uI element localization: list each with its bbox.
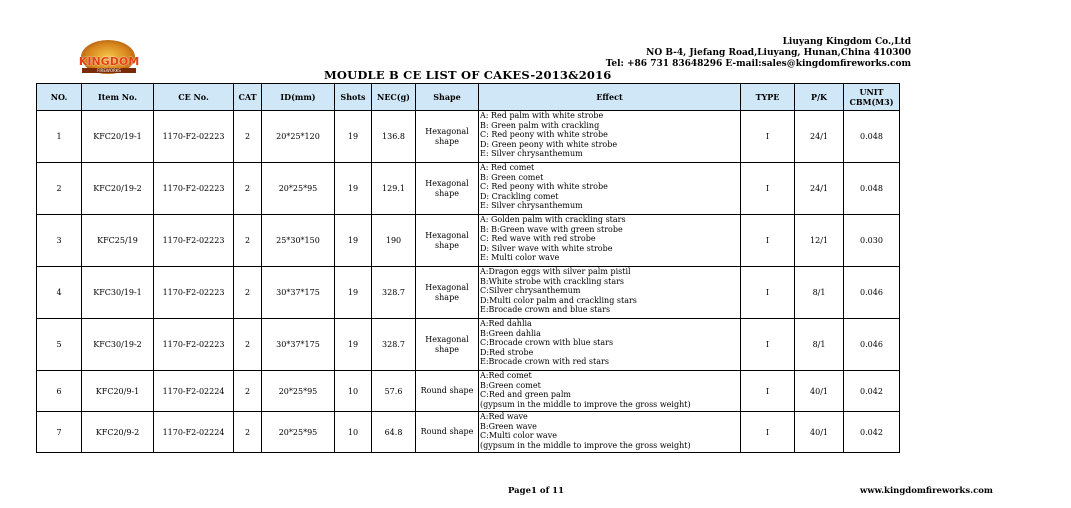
cell-nec: 129.1 xyxy=(372,163,416,215)
cell-effect xyxy=(479,163,741,215)
effect-line: E: Silver chrysanthemum xyxy=(480,149,583,159)
cell-type: I xyxy=(741,215,795,267)
company-address: NO B-4, Jiefang Road,Liuyang, Hunan,China 410300 xyxy=(646,48,911,58)
cell-no: 3 xyxy=(37,215,82,267)
effect-line: E: Multi color wave xyxy=(480,253,560,263)
effect-line: E:Brocade crown with red stars xyxy=(480,357,609,367)
cell-cbm: 0.046 xyxy=(844,267,900,319)
cell-ce: 1170-F2-02223 xyxy=(154,319,234,371)
cell-no: 1 xyxy=(37,111,82,163)
effect-line: E:Brocade crown and blue stars xyxy=(480,305,611,315)
cell-cat: 2 xyxy=(234,319,262,371)
effect-line: B:Green wave xyxy=(480,421,537,431)
table-row xyxy=(37,319,900,371)
page-number: Page1 of 11 xyxy=(508,486,565,496)
table-row xyxy=(37,163,900,215)
cell-no: 5 xyxy=(37,319,82,371)
logo-subtext: FIREWORKS xyxy=(82,68,136,73)
cell-item: KFC20/19-2 xyxy=(82,163,154,215)
cell-type: I xyxy=(741,371,795,412)
cell-ce: 1170-F2-02223 xyxy=(154,267,234,319)
effect-line: A:Red dahlia xyxy=(480,319,532,328)
shape-line1: Hexagonal xyxy=(425,334,469,344)
table-row xyxy=(37,111,900,163)
cell-pk: 24/1 xyxy=(795,163,844,215)
cell-nec: 57.6 xyxy=(372,371,416,412)
cell-item: KFC20/9-2 xyxy=(82,412,154,453)
table-row xyxy=(37,215,900,267)
cell-no: 4 xyxy=(37,267,82,319)
effect-line: A: Golden palm with crackling stars xyxy=(480,215,626,224)
cell-cat: 2 xyxy=(234,267,262,319)
cell-no: 7 xyxy=(37,412,82,453)
cell-cbm: 0.048 xyxy=(844,111,900,163)
cell-cbm: 0.030 xyxy=(844,215,900,267)
shape-line1: Round shape xyxy=(420,386,474,395)
cell-shape xyxy=(416,111,479,163)
cell-shots: 19 xyxy=(335,267,372,319)
effect-line: (gypsum in the middle to improve the gross weight) xyxy=(480,440,691,450)
cell-cbm: 0.042 xyxy=(844,371,900,412)
effect-line: B:White strobe with crackling stars xyxy=(480,276,625,286)
shape-line2: shape xyxy=(435,188,459,198)
shape-line1: Hexagonal xyxy=(425,126,469,136)
cell-shape xyxy=(416,267,479,319)
effect-line: C:Multi color wave xyxy=(480,431,557,441)
cell-shots: 19 xyxy=(335,319,372,371)
effect-line: D:Multi color palm and crackling stars xyxy=(480,295,637,305)
cell-effect xyxy=(479,319,741,371)
shape-line1: Round shape xyxy=(420,427,474,436)
cell-pk: 40/1 xyxy=(795,371,844,412)
cell-ce: 1170-F2-02223 xyxy=(154,111,234,163)
effect-line: B: B:Green wave with green strobe xyxy=(480,224,623,234)
shape-line1: Hexagonal xyxy=(425,282,469,292)
logo-text: KINGDOM xyxy=(78,55,140,68)
shape-line2: shape xyxy=(435,292,459,302)
cell-pk: 40/1 xyxy=(795,412,844,453)
cell-id: 20*25*95 xyxy=(262,412,335,453)
cell-cbm: 0.046 xyxy=(844,319,900,371)
effect-line: (gypsum in the middle to improve the gross weight) xyxy=(480,399,691,409)
header-effect: Effect xyxy=(479,84,741,111)
cell-item: KFC25/19 xyxy=(82,215,154,267)
effect-line: C:Silver chrysanthemum xyxy=(480,286,581,296)
effect-line: B:Green dahlia xyxy=(480,328,541,338)
cell-nec: 190 xyxy=(372,215,416,267)
cell-effect xyxy=(479,412,741,453)
cell-ce: 1170-F2-02224 xyxy=(154,412,234,453)
cell-type: I xyxy=(741,163,795,215)
cell-pk: 8/1 xyxy=(795,267,844,319)
shape-line2: shape xyxy=(435,344,459,354)
effect-line: B: Green comet xyxy=(480,172,544,182)
header-shots: Shots xyxy=(335,84,372,111)
cell-shape xyxy=(416,412,479,453)
header-ce: CE No. xyxy=(154,84,234,111)
cell-cbm: 0.048 xyxy=(844,163,900,215)
header-unit-line2: CBM(M3) xyxy=(849,97,894,107)
header-pk: P/K xyxy=(795,84,844,111)
effect-line: C:Brocade crown with blue stars xyxy=(480,338,614,348)
effect-line: A:Red comet xyxy=(480,371,532,380)
header-id: ID(mm) xyxy=(262,84,335,111)
cell-shots: 10 xyxy=(335,371,372,412)
cell-shape xyxy=(416,319,479,371)
cell-shape xyxy=(416,371,479,412)
cell-id: 20*25*95 xyxy=(262,163,335,215)
cell-id: 25*30*150 xyxy=(262,215,335,267)
effect-line: D:Red strobe xyxy=(480,347,534,357)
cell-item: KFC30/19-1 xyxy=(82,267,154,319)
cell-id: 30*37*175 xyxy=(262,319,335,371)
cell-id: 30*37*175 xyxy=(262,267,335,319)
cell-no: 2 xyxy=(37,163,82,215)
cell-nec: 136.8 xyxy=(372,111,416,163)
table-row xyxy=(37,371,900,412)
cell-cat: 2 xyxy=(234,111,262,163)
table-header-row xyxy=(37,84,900,111)
shape-line2: shape xyxy=(435,240,459,250)
header-item: Item No. xyxy=(82,84,154,111)
cell-item: KFC20/9-1 xyxy=(82,371,154,412)
header-cat: CAT xyxy=(234,84,262,111)
cell-item: KFC20/19-1 xyxy=(82,111,154,163)
effect-line: B:Green comet xyxy=(480,380,541,390)
cell-id: 20*25*95 xyxy=(262,371,335,412)
effect-line: D: Crackling comet xyxy=(480,191,559,201)
cell-no: 6 xyxy=(37,371,82,412)
cell-type: I xyxy=(741,319,795,371)
company-contact: Tel: +86 731 83648296 E-mail:sales@kingdomfireworks.com xyxy=(605,59,911,69)
cell-pk: 12/1 xyxy=(795,215,844,267)
cell-nec: 328.7 xyxy=(372,319,416,371)
cell-cbm: 0.042 xyxy=(844,412,900,453)
effect-line: C: Red peony with white strobe xyxy=(480,130,608,140)
effect-line: A: Red comet xyxy=(480,163,535,172)
cell-item: KFC30/19-2 xyxy=(82,319,154,371)
effect-line: D: Silver wave with white strobe xyxy=(480,243,613,253)
company-name: Liuyang Kingdom Co.,Ltd xyxy=(782,37,911,47)
effect-line: A:Dragon eggs with silver palm pistil xyxy=(480,267,631,276)
cell-effect xyxy=(479,371,741,412)
cell-ce: 1170-F2-02223 xyxy=(154,163,234,215)
product-table xyxy=(36,83,900,453)
shape-line1: Hexagonal xyxy=(425,178,469,188)
cell-ce: 1170-F2-02224 xyxy=(154,371,234,412)
cell-cat: 2 xyxy=(234,371,262,412)
cell-pk: 24/1 xyxy=(795,111,844,163)
cell-shots: 19 xyxy=(335,215,372,267)
effect-line: C: Red peony with white strobe xyxy=(480,182,608,192)
shape-line1: Hexagonal xyxy=(425,230,469,240)
cell-effect xyxy=(479,111,741,163)
cell-cat: 2 xyxy=(234,163,262,215)
cell-effect xyxy=(479,215,741,267)
header-no: NO. xyxy=(37,84,82,111)
header-type: TYPE xyxy=(741,84,795,111)
effect-line: B: Green palm with crackling xyxy=(480,120,600,130)
cell-shape xyxy=(416,163,479,215)
effect-line: A: Red palm with white strobe xyxy=(480,111,604,120)
cell-cat: 2 xyxy=(234,412,262,453)
table-row xyxy=(37,267,900,319)
shape-line2: shape xyxy=(435,136,459,146)
cell-cat: 2 xyxy=(234,215,262,267)
effect-line: E: Silver chrysanthemum xyxy=(480,201,583,211)
cell-nec: 328.7 xyxy=(372,267,416,319)
header-nec: NEC(g) xyxy=(372,84,416,111)
document-title: MOUDLE B CE LIST OF CAKES-2013&2016 xyxy=(324,68,612,82)
effect-line: C: Red wave with red strobe xyxy=(480,234,596,244)
cell-type: I xyxy=(741,412,795,453)
header-unit xyxy=(844,84,900,111)
cell-shots: 10 xyxy=(335,412,372,453)
effect-line: D: Green peony with white strobe xyxy=(480,139,618,149)
cell-id: 20*25*120 xyxy=(262,111,335,163)
cell-nec: 64.8 xyxy=(372,412,416,453)
header-shape: Shape xyxy=(416,84,479,111)
kingdom-logo xyxy=(72,38,146,76)
cell-pk: 8/1 xyxy=(795,319,844,371)
cell-type: I xyxy=(741,267,795,319)
cell-ce: 1170-F2-02223 xyxy=(154,215,234,267)
effect-line: C:Red and green palm xyxy=(480,390,571,400)
effect-line: A:Red wave xyxy=(480,412,528,421)
cell-shape xyxy=(416,215,479,267)
table-row xyxy=(37,412,900,453)
header-unit-line1: UNIT xyxy=(859,87,884,97)
website-link[interactable]: www.kingdomfireworks.com xyxy=(860,486,993,496)
cell-shots: 19 xyxy=(335,111,372,163)
cell-shots: 19 xyxy=(335,163,372,215)
cell-effect xyxy=(479,267,741,319)
cell-type: I xyxy=(741,111,795,163)
